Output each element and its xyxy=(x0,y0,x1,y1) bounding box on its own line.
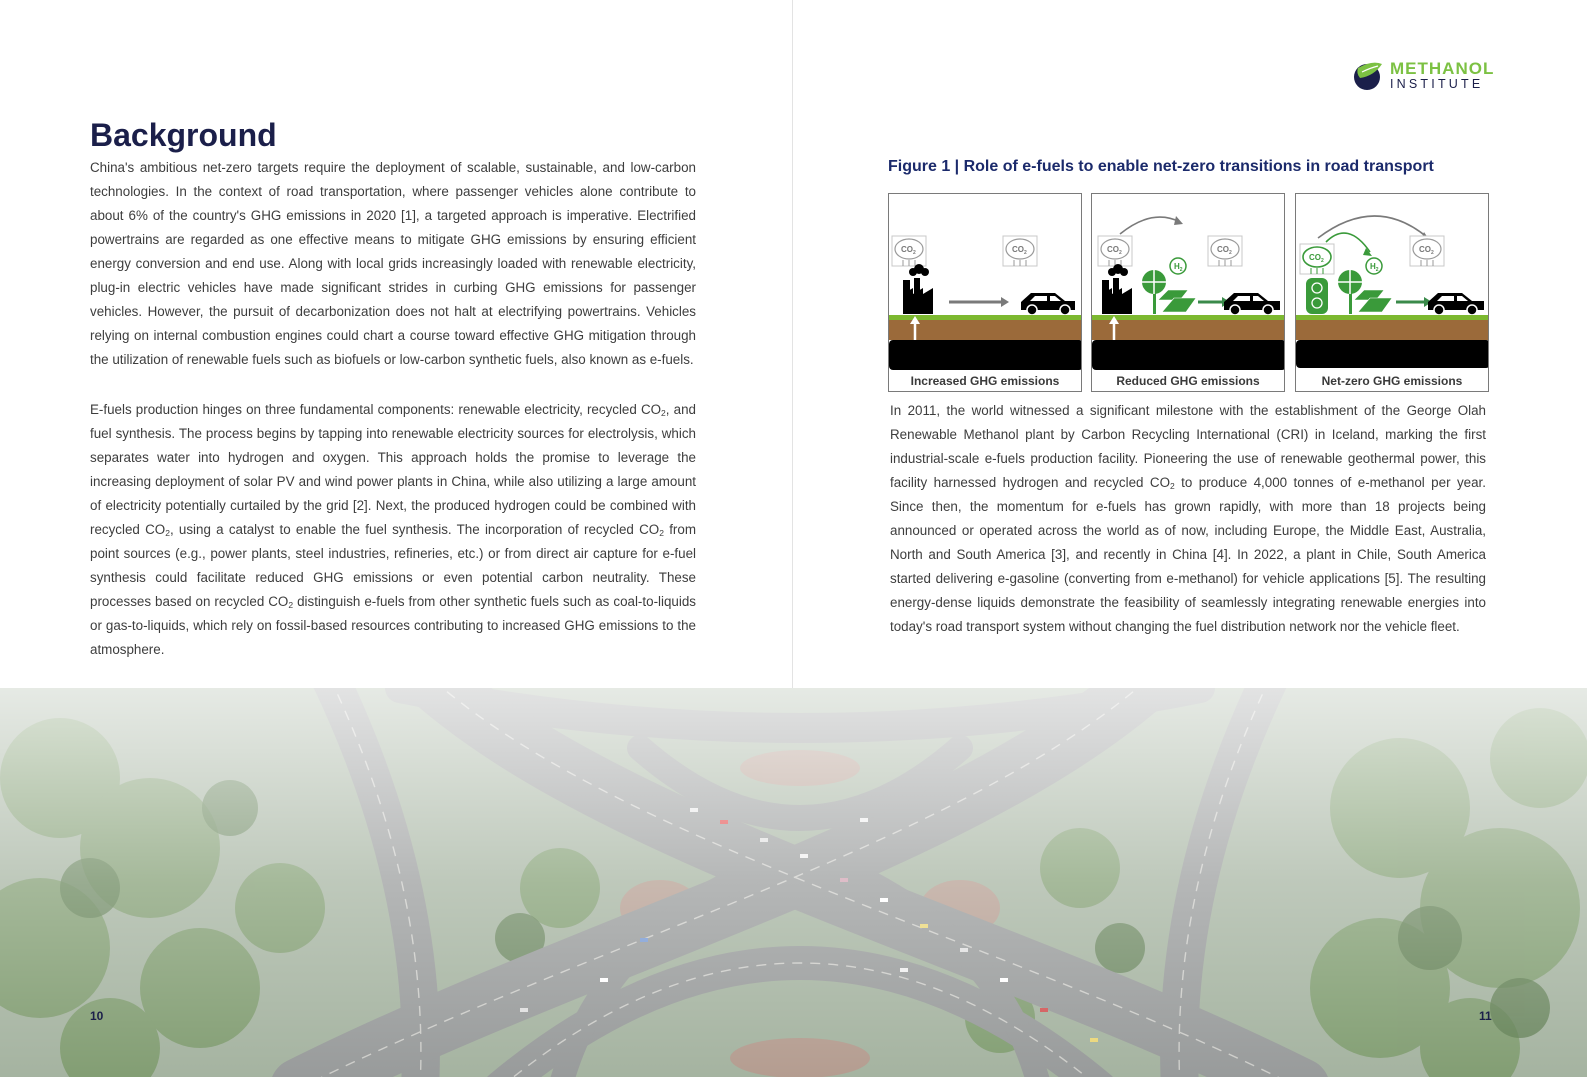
subscript: 2 xyxy=(659,528,664,538)
direct-air-capture-icon xyxy=(1306,278,1328,314)
factory-icon xyxy=(1102,264,1132,314)
logo-line-1: METHANOL xyxy=(1390,59,1495,78)
svg-text:CO2: $CO_2$ xyxy=(1419,245,1434,256)
car-icon xyxy=(1428,293,1484,315)
co2-cloud-icon xyxy=(1208,236,1242,266)
text-run: to produce 4,000 tonnes of e-methanol per year. Since then, the momentum for e-fuels has grown rapidly, with more than 18 projects being announced or operated across the world as of now, including Europe, the Middle East, Australia, North and South America [3], and recently in China [4]. In 2022, a plant in Chile, South America started delivering e-gasoline (converting from e-methanol) for vehicle applications [5]. The resulting energy-dense liquids demonstrate the feasibility of seamlessly integrating renewable energies into today's road transport system without changing the fuel distribution network nor the vehicle fleet. xyxy=(890,475,1486,634)
panel-label: Reduced GHG emissions xyxy=(1116,374,1260,388)
figure-title: Figure 1 | Role of e-fuels to enable net-zero transitions in road transport xyxy=(888,158,1434,175)
co2-cloud-icon xyxy=(1098,236,1132,266)
co2-cloud-icon xyxy=(1410,236,1444,266)
aerial-photo-illustration xyxy=(0,688,1587,1077)
figure-panel-increased xyxy=(888,193,1082,392)
net-zero-emissions-illustration xyxy=(1296,194,1489,392)
factory-icon xyxy=(903,264,933,314)
solar-panel-icon xyxy=(1354,290,1392,312)
subscript: 2 xyxy=(165,528,170,538)
text-run: , and fuel synthesis. The process begins by tapping into renewable electricity sources for electrolysis, which separates water into hydrogen and oxygen. This approach holds the promise to leverage the increasing deployment of solar PV and wind power plants in China, while also utilizing a large amount of electricity potentially curtailed by the grid [2]. Next, the produced hydrogen could be combined with recycled CO xyxy=(90,402,696,537)
svg-text:H2: $H_2$ xyxy=(1370,262,1379,273)
page-number-right: 11 xyxy=(1479,1009,1492,1023)
co2-cloud-icon xyxy=(1003,236,1037,266)
subscript: 2 xyxy=(661,408,666,418)
svg-text:CO2: $CO_2$ xyxy=(1309,253,1324,264)
highway-interchange-photo xyxy=(0,688,1587,1077)
reduced-emissions-illustration xyxy=(1092,194,1285,392)
panel-label: Increased GHG emissions xyxy=(910,374,1060,388)
paragraph-background-1: China's ambitious net-zero targets require the deployment of scalable, sustainable, and low-carbon technologies. In the context of road transportation, where passenger vehicles alone contribute to about 6% of the country's GHG emissions in 2020 [1], a targeted approach is imperative. Electrified powertrains are regarded as one effective means to mitigate GHG emissions by ensuring efficient energy conversion and end use. Along with local grids increasingly loaded with renewable electricity, plug-in electric vehicles have made significant strides in curbing GHG emissions for passenger vehicles. However, the pursuit of decarbonization does not halt at electrifying powertrains. Vehicles relying on internal combustion engines could chart a course toward effective GHG mitigation through the utilization of renewable fuels such as biofuels or low-carbon synthetic fuels, also known as e-fuels. xyxy=(90,160,696,367)
figure-panel-reduced xyxy=(1091,193,1285,392)
page-spine xyxy=(792,0,793,688)
text-run: In 2011, the world witnessed a significant milestone with the establishment of the George Olah Renewable Methanol plant by Carbon Recycling International (CRI) in Iceland, marking the first industrial-scale e-fuels production facility. Pioneering the use of renewable geothermal power, this facility harnessed hydrogen and recycled CO xyxy=(890,403,1486,490)
svg-text:CO2: $CO_2$ xyxy=(1107,245,1122,256)
page-number-left: 10 xyxy=(90,1009,104,1023)
h2-icon xyxy=(1366,258,1382,274)
co2-cloud-green-icon xyxy=(1300,244,1334,274)
car-icon xyxy=(1224,293,1280,315)
co2-cloud-icon xyxy=(892,236,926,266)
logo-line-2: INSTITUTE xyxy=(1390,77,1484,91)
wind-turbine-icon xyxy=(1142,270,1166,314)
logo-mark-icon xyxy=(1352,58,1386,92)
subscript: 2 xyxy=(288,600,294,610)
svg-text:CO2: $CO_2$ xyxy=(901,245,916,256)
wind-turbine-icon xyxy=(1338,270,1362,314)
figure-panel-net-zero xyxy=(1295,193,1489,392)
methanol-institute-logo xyxy=(1352,58,1502,94)
text-run: E-fuels production hinges on three fundamental components: renewable electricity, recycled CO xyxy=(90,402,662,417)
panel-label: Net-zero GHG emissions xyxy=(1321,374,1463,388)
svg-text:H2: $H_2$ xyxy=(1174,262,1183,273)
svg-text:CO2: $CO_2$ xyxy=(1217,245,1232,256)
solar-panel-icon xyxy=(1158,290,1196,312)
text-run: , using a catalyst to enable the fuel synthesis. The incorporation of recycled CO xyxy=(169,522,660,537)
paragraph-efuels-history xyxy=(890,399,1486,639)
text-run: distinguish e-fuels from other synthetic fuels such as coal-to-liquids or gas-to-liquids, which rely on fossil-based resources contributing to increased GHG emissions to the atmosphere. xyxy=(90,594,696,657)
section-heading: Background xyxy=(90,117,277,153)
paragraph-background-2 xyxy=(90,398,696,662)
car-icon xyxy=(1021,293,1075,315)
text-run: from point sources (e.g., power plants, steel industries, refineries, etc.) or from direct air capture for e-fuel synthesis could facilitate reduced GHG emissions or even potential carbon neutrality. These processes based on recycled CO xyxy=(90,522,696,609)
svg-text:CO2: $CO_2$ xyxy=(1012,245,1027,256)
h2-icon xyxy=(1170,258,1186,274)
increased-emissions-illustration xyxy=(889,194,1082,392)
subscript: 2 xyxy=(1170,481,1175,491)
